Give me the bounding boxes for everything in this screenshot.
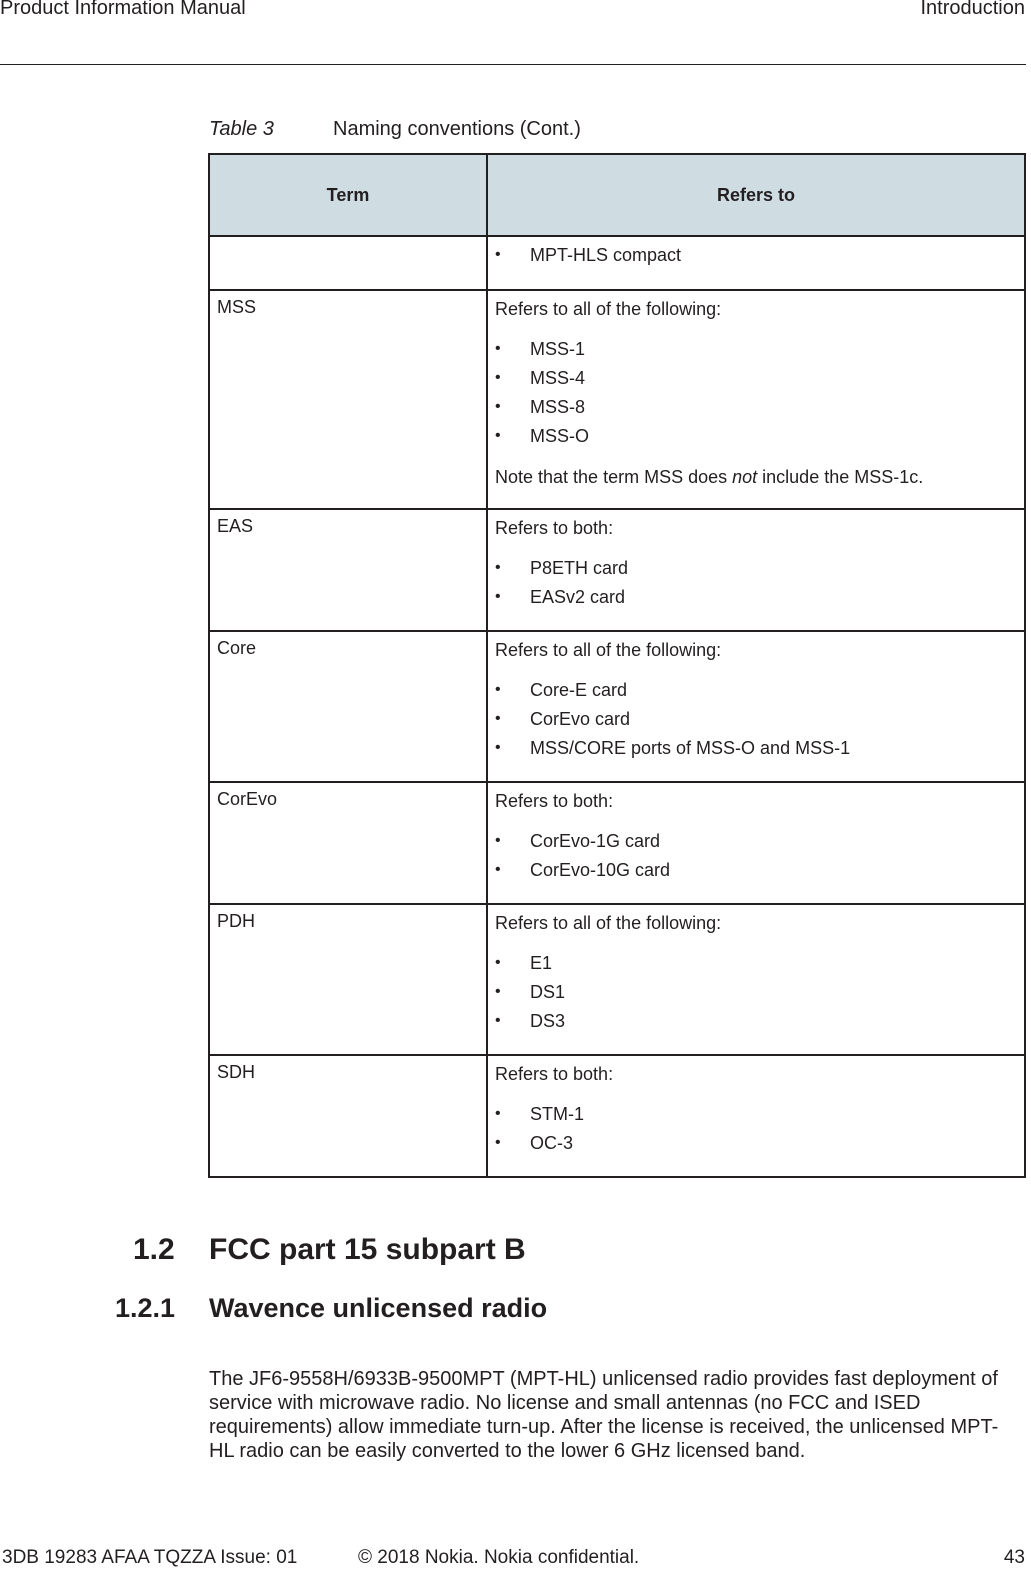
list-item — [495, 679, 1016, 708]
list-item-text: DS1 — [530, 982, 566, 1002]
bullet-icon: • — [495, 710, 501, 727]
naming-conventions-table — [208, 153, 1026, 1178]
bullet-list — [495, 338, 1016, 454]
bullet-icon: • — [495, 1134, 501, 1151]
list-item — [495, 737, 1016, 766]
table-header-row — [209, 154, 1025, 236]
bullet-icon: • — [495, 398, 501, 415]
list-item — [495, 586, 1016, 615]
table-row — [209, 782, 1025, 904]
refers-to-lead: Refers to both: — [495, 1064, 614, 1084]
bullet-icon: • — [495, 427, 501, 444]
list-item-text: EASv2 card — [530, 587, 626, 607]
table-caption — [209, 118, 581, 141]
list-item-text: MSS-4 — [530, 368, 586, 388]
list-item — [495, 981, 1016, 1010]
body-paragraph: The JF6-9558H/6933B-9500MPT (MPT-HL) unlicensed radio provides fast deployment of service with microwave radio. No license and small antennas (no FCC and ISED requirements) allow immediate turn-up. After the license is received, the unlicensed MPT-HL radio can be easily converted to the lower 6 GHz licensed band. — [209, 1368, 999, 1462]
list-item-text: MSS/CORE ports of MSS-O and MSS-1 — [530, 738, 851, 758]
running-header-title: Product Information Manual — [0, 0, 246, 19]
list-item-text: E1 — [530, 953, 553, 973]
list-item-text: OC-3 — [530, 1133, 574, 1153]
bullet-icon: • — [495, 739, 501, 756]
bullet-icon: • — [495, 832, 501, 849]
list-item — [495, 830, 1016, 859]
list-item — [495, 859, 1016, 888]
list-item-text: DS3 — [530, 1011, 566, 1031]
list-item-text: MSS-1 — [530, 339, 586, 359]
list-item-text: Core-E card — [530, 680, 628, 700]
refers-to-lead: Refers to all of the following: — [495, 299, 722, 319]
column-header-refers-to: Refers to — [487, 154, 1025, 236]
refers-to-cell — [487, 782, 1025, 904]
running-header-chapter: Introduction — [920, 0, 1025, 19]
list-item — [495, 367, 1016, 396]
list-item — [495, 396, 1016, 425]
table-row — [209, 904, 1025, 1055]
bullet-icon: • — [495, 861, 501, 878]
footer-copyright: © 2018 Nokia. Nokia confidential. — [358, 1547, 640, 1568]
refers-to-lead: Refers to both: — [495, 518, 614, 538]
term-cell: PDH — [209, 904, 487, 1055]
list-item — [495, 1103, 1016, 1132]
bullet-icon: • — [495, 983, 501, 1000]
list-item — [495, 708, 1016, 737]
refers-to-cell — [487, 236, 1025, 290]
bullet-icon: • — [495, 1105, 501, 1122]
term-cell: MSS — [209, 290, 487, 509]
footer-page-number: 43 — [1003, 1547, 1025, 1568]
term-cell: SDH — [209, 1055, 487, 1177]
term-cell — [209, 236, 487, 290]
refers-to-lead: Refers to all of the following: — [495, 913, 722, 933]
bullet-icon: • — [495, 559, 501, 576]
refers-to-cell — [487, 631, 1025, 782]
refers-to-cell — [487, 1055, 1025, 1177]
note-text: Note that the term MSS does — [495, 467, 733, 487]
list-item-text: CorEvo-1G card — [530, 831, 661, 851]
term-cell: Core — [209, 631, 487, 782]
table-row — [209, 509, 1025, 631]
section-heading — [133, 1233, 526, 1267]
bullet-icon: • — [495, 588, 501, 605]
refers-to-cell — [487, 509, 1025, 631]
bullet-icon: • — [495, 340, 501, 357]
list-item-text: CorEvo-10G card — [530, 860, 671, 880]
subsection-heading — [115, 1293, 547, 1324]
header-rule — [0, 64, 1026, 65]
subsection-title: Wavence unlicensed radio — [209, 1293, 548, 1323]
section-title: FCC part 15 subpart B — [209, 1233, 526, 1266]
footer-document-id: 3DB 19283 AFAA TQZZA Issue: 01 — [2, 1547, 298, 1568]
refers-to-lead: Refers to all of the following: — [495, 640, 722, 660]
list-item-text: P8ETH card — [530, 558, 629, 578]
bullet-list — [495, 244, 1016, 273]
note-text-end: include the MSS-1c. — [757, 467, 924, 487]
table-row — [209, 290, 1025, 509]
bullet-icon: • — [495, 1012, 501, 1029]
list-item-text: MSS-8 — [530, 397, 586, 417]
bullet-icon: • — [495, 681, 501, 698]
subsection-number: 1.2.1 — [115, 1293, 176, 1323]
table-row — [209, 236, 1025, 290]
bullet-list — [495, 830, 1016, 888]
table-row — [209, 1055, 1025, 1177]
table-number: Table 3 — [209, 118, 274, 140]
bullet-icon: • — [495, 246, 501, 263]
list-item — [495, 244, 1016, 273]
table-body — [209, 236, 1025, 1177]
list-item — [495, 1132, 1016, 1161]
list-item — [495, 557, 1016, 586]
list-item — [495, 425, 1016, 454]
list-item — [495, 952, 1016, 981]
term-cell: EAS — [209, 509, 487, 631]
section-number: 1.2 — [133, 1233, 175, 1266]
bullet-list — [495, 952, 1016, 1039]
column-header-term: Term — [209, 154, 487, 236]
bullet-icon: • — [495, 954, 501, 971]
list-item — [495, 1010, 1016, 1039]
bullet-list — [495, 557, 1016, 615]
refers-to-lead: Refers to both: — [495, 791, 614, 811]
list-item-text: MSS-O — [530, 426, 590, 446]
bullet-list — [495, 679, 1016, 766]
list-item-text: STM-1 — [530, 1104, 584, 1124]
list-item-text: CorEvo card — [530, 709, 631, 729]
refers-to-note — [495, 466, 1016, 488]
note-emphasis: not — [732, 467, 758, 487]
refers-to-cell — [487, 290, 1025, 509]
bullet-icon: • — [495, 369, 501, 386]
refers-to-cell — [487, 904, 1025, 1055]
list-item-text: MPT-HLS compact — [530, 245, 682, 265]
table-row — [209, 631, 1025, 782]
term-cell: CorEvo — [209, 782, 487, 904]
table-title: Naming conventions (Cont.) — [333, 118, 581, 140]
list-item — [495, 338, 1016, 367]
bullet-list — [495, 1103, 1016, 1161]
